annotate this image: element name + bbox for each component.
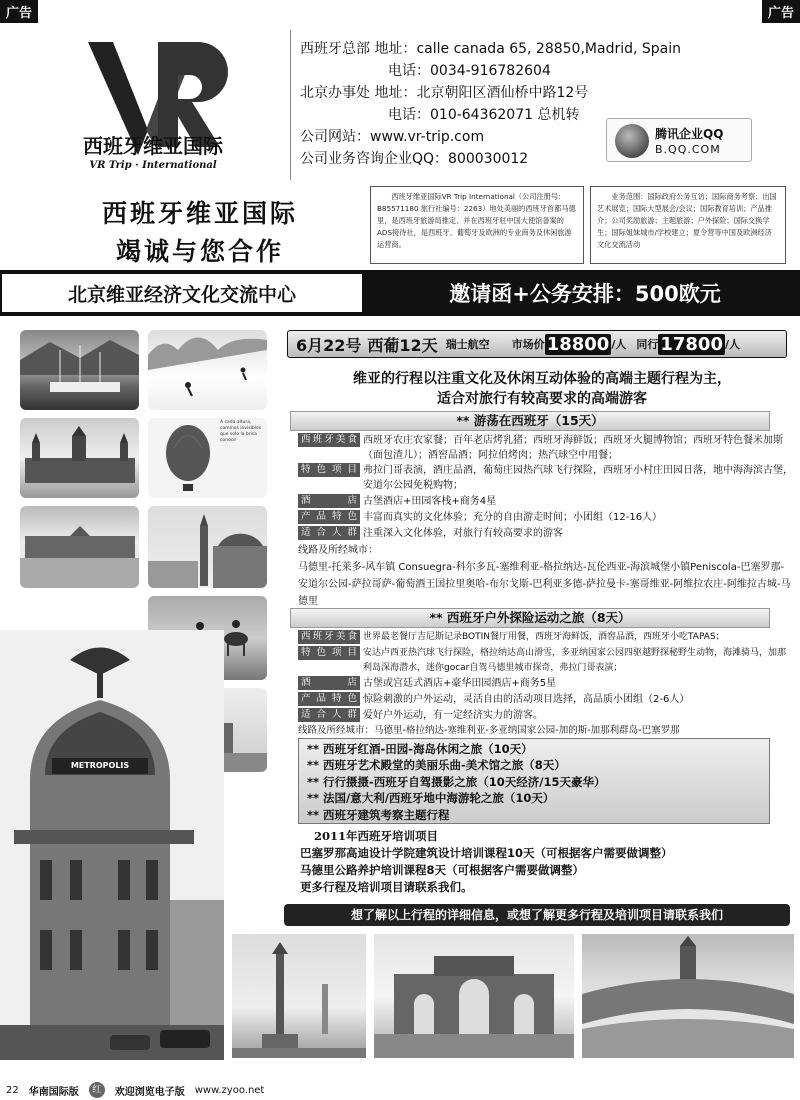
company-qq: 公司业务咨询企业QQ：800030012 xyxy=(300,151,529,167)
more-trips-box xyxy=(298,738,770,824)
photo-skiing xyxy=(148,330,267,410)
s1-row-audience xyxy=(298,526,794,541)
monastery-illustration xyxy=(20,418,139,498)
training-title: 2011年西班牙培训项目 xyxy=(314,829,439,843)
market-per-person: /人 xyxy=(611,338,627,351)
headline-line-1: 维亚的行程以注重文化及休闲互动体验的高端主题行程为主， xyxy=(353,371,731,387)
s1-text-features: 弗拉门哥表演，酒庄品酒，葡萄庄园热汽球飞行探险，西班牙小村庄田园日落，地中海海滨古堡，安道尔公园免税购物； xyxy=(363,465,793,491)
bj-address: 北京朝阳区酒仙桥中路12号 xyxy=(416,85,589,101)
s2-text-audience: 爱好户外运动，有一定经济实力的游客。 xyxy=(363,710,543,721)
puerta-illustration xyxy=(374,934,574,1058)
photo-monastery xyxy=(20,418,139,498)
photo-metropolis xyxy=(0,630,224,1060)
logo-company-cn: 西班牙维亚国际 xyxy=(83,134,223,158)
footer-edition: 华南国际版 xyxy=(28,1086,79,1098)
training-item-3: 更多行程及培训项目请联系我们。 xyxy=(300,880,473,894)
headline-line-2: 适合对旅行有较高要求的高端游客 xyxy=(437,391,647,407)
s2-text-product: 惊险刺激的户外运动，灵活自由的活动项目选择，高品质小团组（2-6人） xyxy=(363,694,690,705)
footer-url[interactable]: www.zyoo.net xyxy=(194,1084,265,1096)
s1-text-hotel: 古堡酒店+田园客栈+商务4星 xyxy=(363,496,497,507)
s2-text-hotel: 古堡或宫廷式酒店+豪华田园酒店+商务5星 xyxy=(363,678,557,689)
slogan-line-1: 西班牙维亚国际 xyxy=(101,199,298,228)
photo-plaza-espana xyxy=(582,934,794,1058)
hq-address: calle canada 65, 28850,Madrid, Spain xyxy=(416,41,682,57)
trip-date: 6月22号 xyxy=(296,335,362,355)
s1-label-audience: 适合人群 xyxy=(298,526,360,540)
s1-route: 马德里-托莱多-风车镇 Consuegra-科尔多瓦-塞维利亚-格拉纳达-瓦伦西亚-海滨城堡小镇Peniscola-巴塞罗那-安道尔公园-萨拉哥萨-葡萄酒王国拉里奥哈-布尔戈斯-巴利亚多德-萨拉曼卡-塞哥维亚-阿维拉农庄-阿维拉古城-马德里 xyxy=(298,562,791,607)
photo-palace xyxy=(20,506,139,588)
balloon-caption: A cada altura, caminos invisibles que solo la brisa conoce xyxy=(220,420,262,443)
headline xyxy=(287,369,797,409)
s1-row-food xyxy=(298,433,794,463)
more-trip-2: ** 西班牙艺术殿堂的美丽乐曲-美术馆之旅（8天） xyxy=(307,758,566,773)
ad-tag-right: 广告 xyxy=(762,0,800,23)
company-website: 公司网站：www.vr-trip.com xyxy=(300,129,485,145)
peer-per-person: /人 xyxy=(724,338,740,351)
logo-company-en: VR Trip · International xyxy=(89,160,217,171)
s2-label-features: 特色项目 xyxy=(298,646,360,660)
footer-badge-icon: 红 xyxy=(89,1082,105,1098)
company-logo xyxy=(18,20,280,190)
ski-illustration xyxy=(148,330,267,410)
training-item-1: 巴塞罗那高迪设计学院建筑设计培训课程10天（可根据客户需要做调整） xyxy=(300,846,673,860)
hq-label: 西班牙总部 地址： xyxy=(300,41,417,57)
s2-text-food: 世界最老餐厅吉尼斯记录BOTIN餐厅用餐，西班牙海鲜饭，酒窖品酒，西班牙小吃TAPAS； xyxy=(363,632,725,642)
section1-title: ** 游荡在西班牙（15天） xyxy=(290,411,770,431)
section2-title: ** 西班牙户外探险运动之旅（8天） xyxy=(290,608,770,628)
s2-label-hotel: 酒店 xyxy=(298,676,360,690)
business-scope: 业务范围：国际政府公务互访；国际商务考察；出国艺术展览；国际大型展会/会议；国际教育培训；产品推介；公司奖励旅游；主题旅游；户外探险；国际交换学生；国际姐妹城市/学校建立；夏令营等中国及欧洲经济文化交流活动 xyxy=(590,186,786,264)
metropolis-illustration xyxy=(0,630,224,1060)
slogan-line-2: 竭诚与您合作 xyxy=(115,237,284,266)
company-description: 西班牙维亚国际VR Trip International（公司注册号：B85571180 旅行社编号：2263）地处美丽的西班牙首都马德里，是西班牙旅游局推定、并在西班牙驻中国大使馆备案的ADS接待社，是西班牙、葡萄牙及欧洲的专业商务及休闲旅游运营商。 xyxy=(370,186,584,264)
hq-phone: 电话：0034-916782604 xyxy=(388,63,551,79)
s2-row-product xyxy=(298,692,794,707)
s1-label-product: 产品特色 xyxy=(298,510,360,524)
s2-row-audience xyxy=(298,708,794,723)
banner-invitation: 邀请函+公务安排：500欧元 xyxy=(449,282,721,306)
trip-title-bar xyxy=(287,330,787,358)
s1-text-audience: 注重深入文化体验，对旅行有较高要求的游客 xyxy=(363,528,563,539)
qq-badge-title: 腾讯企业QQ xyxy=(655,127,724,141)
s2-row-food xyxy=(298,630,794,645)
s2-row-features xyxy=(298,646,794,676)
photo-harbor xyxy=(20,330,139,410)
s1-label-features: 特色项目 xyxy=(298,463,360,477)
contact-cta: 想了解以上行程的详细信息，或想了解更多行程及培训项目请联系我们 xyxy=(284,904,790,926)
more-trip-5: ** 西班牙建筑考察主题行程 xyxy=(307,807,450,822)
monument-illustration xyxy=(232,934,366,1058)
more-trip-4: ** 法国/意大利/西班牙地中海游轮之旅（10天） xyxy=(307,791,555,806)
trip-name: 西葡12天 xyxy=(367,335,438,355)
s2-label-audience: 适合人群 xyxy=(298,708,360,722)
trip-airline: 瑞士航空 xyxy=(445,338,490,351)
bj-label: 北京办事处 地址： xyxy=(300,85,417,101)
s2-label-product: 产品特色 xyxy=(298,692,360,706)
s2-label-food: 西班牙美食 xyxy=(298,630,360,644)
s1-label-hotel: 酒店 xyxy=(298,494,360,508)
harbor-illustration xyxy=(20,330,139,410)
metropolis-sign: METROPOLIS xyxy=(70,761,130,770)
palace-illustration xyxy=(20,506,139,588)
photo-segovia xyxy=(148,506,267,588)
s1-route-label: 线路及所经城市： xyxy=(298,545,378,556)
s2-route-line xyxy=(298,722,794,739)
header-divider xyxy=(290,30,291,180)
banner-center-name: 北京维亚经济文化交流中心 xyxy=(0,272,364,314)
segovia-illustration xyxy=(148,506,267,588)
s1-row-hotel xyxy=(298,494,794,509)
peer-price-label: 同行 xyxy=(636,338,659,351)
market-price: 18800 xyxy=(546,333,610,355)
s1-label-food: 西班牙美食 xyxy=(298,433,360,447)
ad-tag-left: 广告 xyxy=(0,0,38,23)
market-price-label: 市场价 xyxy=(511,338,545,351)
s2-text-features: 安达卢西亚热汽球飞行探险，格拉纳达高山滑雪，多亚纳国家公园四驱越野探秘野生动物，海滩骑马，加那利岛深海潜水，迷你gocar自驾马德里城市探奇，弗拉门哥表演； xyxy=(363,648,787,673)
qq-globe-icon xyxy=(615,124,649,158)
s1-row-product xyxy=(298,510,794,525)
qq-badge-domain: B.QQ.COM xyxy=(655,143,721,156)
photo-balloon xyxy=(148,418,267,498)
s1-text-product: 丰富而真实的文化体验；充分的自由游走时间；小团组（12-16人） xyxy=(363,512,663,523)
more-trip-1: ** 西班牙红酒-田园-海岛休闲之旅（10天） xyxy=(307,742,533,756)
photo-puerta-alcala xyxy=(374,934,574,1058)
s2-route: 马德里-格拉纳达-塞维利亚-多亚纳国家公园-加的斯-加那利群岛-巴塞罗那 xyxy=(374,725,680,736)
more-trip-3: ** 行行摄摄-西班牙自驾摄影之旅（10天经济/15天豪华） xyxy=(307,774,606,789)
s1-row-features xyxy=(298,463,794,493)
plaza-illustration xyxy=(582,934,794,1058)
page-number: 22 xyxy=(6,1084,19,1096)
bj-phone: 电话：010-64362071 总机转 xyxy=(388,107,580,123)
footer-text: 欢迎浏览电子版 xyxy=(114,1086,185,1098)
s1-text-food: 西班牙农庄农家餐；百年老店烤乳猪；西班牙海鲜饭；西班牙火腿博物馆；西班牙特色餐米加斯（面包渣儿）；酒窖品酒；阿拉伯烤肉；热汽球空中用餐； xyxy=(363,435,783,461)
slogan xyxy=(40,195,360,271)
s2-route-label: 线路及所经城市： xyxy=(298,725,375,736)
training-block xyxy=(300,828,673,896)
qq-badge xyxy=(606,118,752,162)
footer xyxy=(0,1080,800,1100)
photo-monument xyxy=(232,934,366,1058)
peer-price: 17800 xyxy=(660,333,723,355)
s2-row-hotel xyxy=(298,676,794,691)
training-item-2: 马德里公路养护培训课程8天（可根据客户需要做调整） xyxy=(300,863,584,877)
